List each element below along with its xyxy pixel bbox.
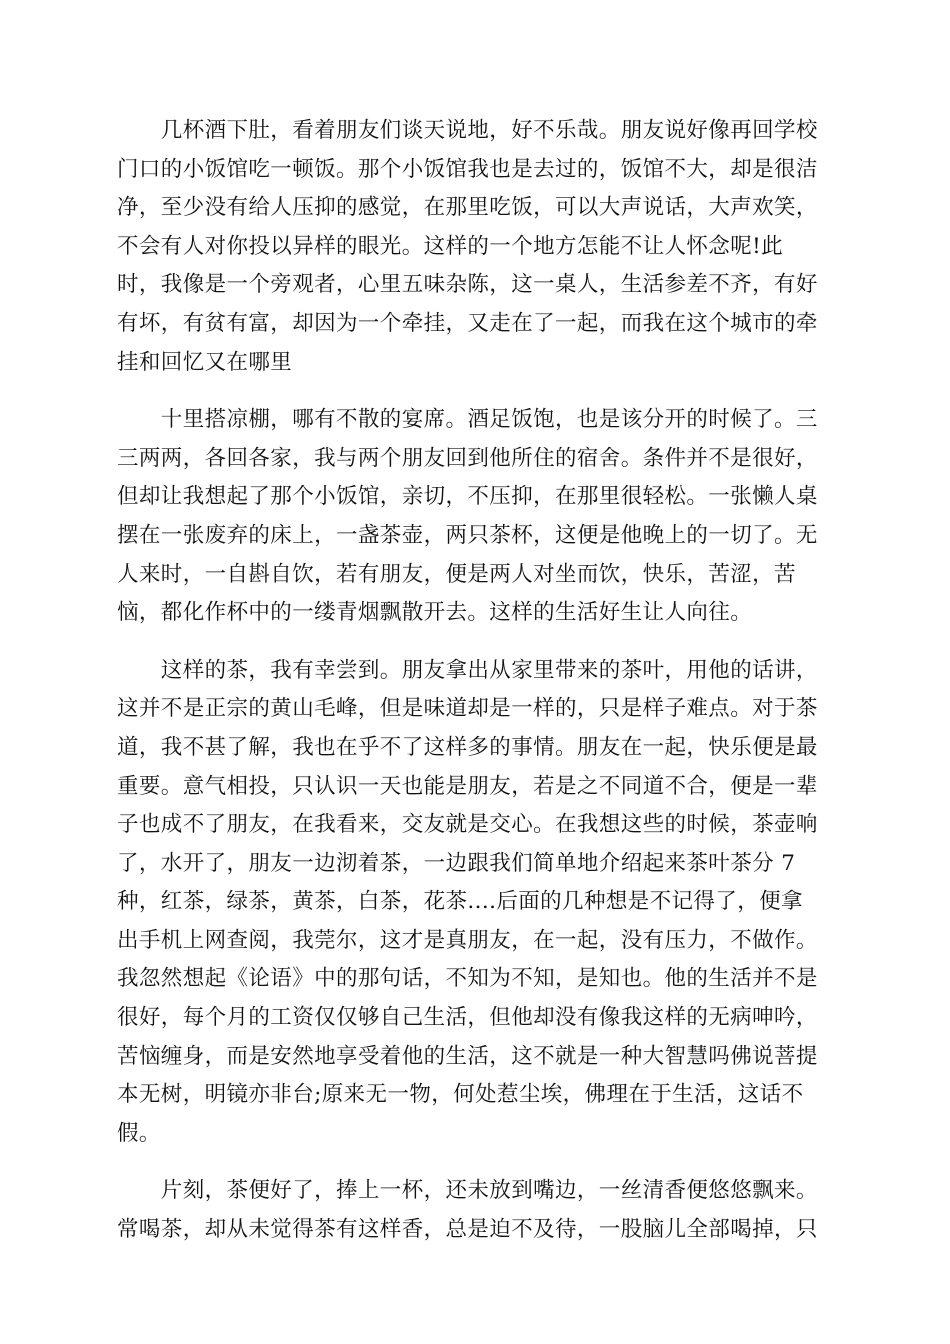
text-line: 我忽然想起《论语》中的那句话，不知为不知，是知也。他的生活并不是 [117,966,818,992]
paragraph-spacer [117,382,833,401]
text-line: 门口的小饭馆吃一顿饭。那个小饭馆我也是去过的，饭馆不大，却是很洁 [117,156,818,182]
text-line: 种，红茶，绿茶，黄茶，白茶，花茶....后面的几种想是不记得了，便拿 [117,889,803,915]
text-line: 几杯酒下肚，看着朋友们谈天说地，好不乐哉。朋友说好像再回学校 [117,118,818,143]
text-line: 人来时，一自斟自饮，若有朋友，便是两人对坐而饮，快乐，苦涩，苦 [117,561,796,587]
text-line: 出手机上网查阅，我莞尔，这才是真朋友，在一起，没有压力，不做作。 [117,927,818,953]
text-line: 了，水开了，朋友一边沏着茶，一边跟我们简单地介绍起来茶叶茶分 7 [117,850,796,876]
text-line: 这并不是正宗的黄山毛峰，但是味道却是一样的，只是样子难点。对于茶 [117,696,818,722]
text-line: 恼，都化作杯中的一缕青烟飘散开去。这样的生活好生让人向往。 [117,600,753,626]
text-line: 苦恼缠身，而是安然地享受着他的生活，这不就是一种大智慧吗佛说菩提 [117,1043,818,1069]
text-line: 摆在一张废弃的床上，一盏茶壶，两只茶杯，这便是他晚上的一切了。无 [117,522,818,548]
paragraph-4 [117,1172,833,1249]
paragraph-1 [117,112,833,382]
text-line: 但却让我想起了那个小饭馆，亲切，不压抑，在那里很轻松。一张懒人桌 [117,484,818,510]
text-line: 道，我不甚了解，我也在乎不了这样多的事情。朋友在一起，快乐便是最 [117,734,818,760]
text-line: 片刻，茶便好了，捧上一杯，还未放到嘴边，一丝清香便悠悠飘来。 [117,1178,818,1204]
text-line: 三两两，各回各家，我与两个朋友回到他所住的宿舍。条件并不是很好， [117,445,818,471]
text-line: 子也成不了朋友，在我看来，交友就是交心。在我想这些的时候，茶壶响 [117,812,818,838]
text-line: 挂和回忆又在哪里 [117,349,293,375]
text-line: 假。 [117,1120,161,1146]
text-line: 时，我像是一个旁观者，心里五味杂陈，这一桌人，生活参差不齐，有好 [117,272,818,298]
text-line: 有坏，有贫有富，却因为一个牵挂，又走在了一起，而我在这个城市的牵 [117,310,818,336]
text-line: 本无树，明镜亦非台;原来无一物，何处惹尘埃，佛理在于生活，这话不 [117,1082,804,1108]
text-line: 很好，每个月的工资仅仅够自己生活，但他却没有像我这样的无病呻吟， [117,1005,818,1031]
text-line: 常喝茶，却从未觉得茶有这样香，总是迫不及待，一股脑儿全部喝掉，只 [117,1217,818,1243]
document-body [117,112,833,1250]
text-line: 净，至少没有给人压抑的感觉，在那里吃饭，可以大声说话，大声欢笑， [117,195,818,221]
text-line: 十里搭凉棚，哪有不散的宴席。酒足饭饱，也是该分开的时候了。三 [117,407,818,433]
paragraph-spacer [117,633,833,652]
paragraph-spacer [117,1153,833,1172]
paragraph-2 [117,401,833,633]
paragraph-3 [117,652,833,1154]
text-line: 不会有人对你投以异样的眼光。这样的一个地方怎能不让人怀念呢!此 [117,233,784,259]
text-line: 重要。意气相投，只认识一天也能是朋友，若是之不同道不合，便是一辈 [117,773,818,799]
text-line: 这样的茶，我有幸尝到。朋友拿出从家里带来的茶叶，用他的话讲， [117,657,818,683]
